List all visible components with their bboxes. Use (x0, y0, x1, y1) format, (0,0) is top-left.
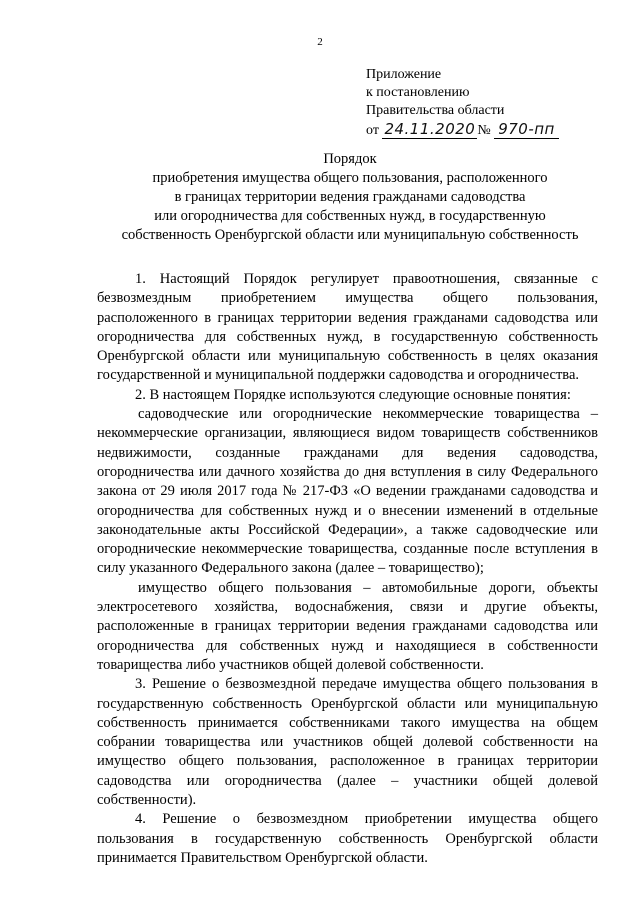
appendix-date-line (366, 120, 559, 140)
appendix-line-3: Правительства области (366, 103, 505, 118)
handwritten-number: 970-пп (494, 120, 559, 139)
page-number: 2 (317, 36, 323, 48)
paragraph-4: 4. Решение о безвозмездном приобретении имущества общего пользования в государственную собственность Оренбургской области принимается Правительством Оренбургской области. (97, 811, 598, 866)
paragraph-definition-2: имущество общего пользования – автомобильные дороги, объекты электросетевого хозяйства, водоснабжения, связи и другие объекты, расположенные в границах территории ведения гражданами садоводства или огородничества для собственных нужд и находящиеся в собственности товарищества либо участников общей долевой собственности. (97, 579, 598, 673)
document-title (60, 150, 640, 245)
title-line-1: приобретения имущества общего пользования, расположенного (152, 170, 548, 186)
appendix-line-1: Приложение (366, 67, 442, 82)
appendix-block (366, 66, 559, 140)
title-heading: Порядок (323, 151, 377, 167)
title-line-4: собственность Оренбургской области или муниципальную собственность (121, 227, 579, 243)
appendix-ot: от (366, 123, 379, 138)
paragraph-2: 2. В настоящем Порядке используются следующие основные понятия: (135, 386, 571, 403)
appendix-line-2: к постановлению (366, 85, 470, 100)
title-line-2: в границах территории ведения гражданами садоводства (174, 189, 526, 205)
title-line-3: или огородничества для собственных нужд, в государственную (154, 208, 546, 224)
document-body (97, 270, 598, 868)
paragraph-1: 1. Настоящий Порядок регулирует правоотношения, связанные с безвозмездным приобретением имущества общего пользования, расположенного в границах территории ведения гражданами садоводства или огородничества для собственных нужд, в государственную собственность Оренбургской области или муниципальную собственность в целях оказания государственной и муниципальной поддержки садоводства и огородничества. (97, 271, 598, 384)
paragraph-3: 3. Решение о безвозмездной передаче имущества общего пользования в государственную собственность Оренбургской области или муниципальную собственность принимается собственниками такого имущества на общем собрании товарищества или участников общей долевой собственности на имущество общего пользования, расположенное в границах территории садоводства или огородничества (далее – участники общей долевой собственности). (97, 676, 598, 809)
handwritten-date: 24.11.2020 (384, 120, 476, 138)
paragraph-definition-1: садоводческие или огороднические некоммерческие товарищества – некоммерческие организации, являющиеся видом товариществ собственников недвижимости, созданные гражданами для ведения садоводства, огородничества или дачного хозяйства до дня вступления в силу Федерального закона от 29 июля 2017 года № 217-ФЗ «О ведении гражданами садоводства и огородничества для собственных нужд и о внесении изменений в отдельные законодательные акты Российской Федерации», а также садоводческие или огороднические некоммерческие товарищества, созданные после вступления в силу указанного Федерального закона (далее – товарищество); (97, 406, 598, 577)
number-sign: № (477, 123, 491, 138)
